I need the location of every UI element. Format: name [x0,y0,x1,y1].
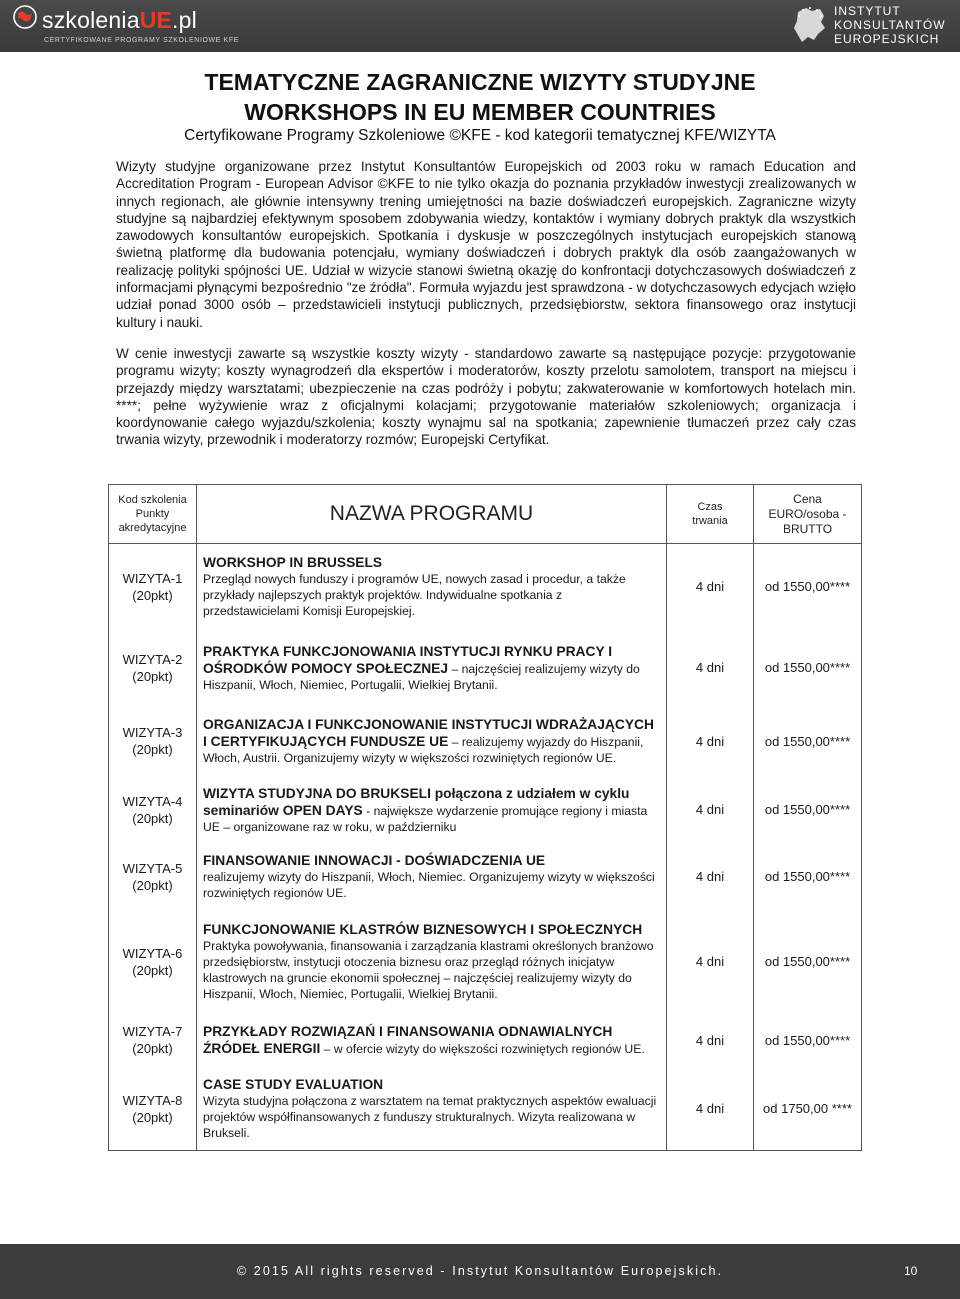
header-price-line1: Cena [793,491,822,506]
row-program-cell [197,544,667,630]
ike-line-2: KONSULTANTÓW [834,18,946,32]
header-duration [667,485,754,544]
ike-line-3: EUROPEJSKICH [834,32,940,46]
price-paragraph: W cenie inwestycji zawarte są wszystkie koszty wizyty - standardowo zawarte są następujące pozycje: przygotowanie programu wizyty; koszty wynagrodzeń dla ekspertów i moderatorów, koszty przelotu samolotem, transport na miejscu i przejazdy między warsztatami; ubezpieczenie na czas podróży i pobytu; zakwaterowanie w komfortowych hotelach min. ****; pełne wyżywienie wraz z oficjalnymi kolacjami; przygotowanie materiałów szkoleniowych; organizacja i koordynowanie całego wyjazdu/szkolenia; koszty wynajmu sal na spotkania; zapewnienie tłumaczeń przez cały czas trwania wizyty, przewodnik i moderatorzy rozmów; Europejski Certyfikat. [116,346,856,448]
ike-line-1: INSTYTUT [834,4,901,18]
row-code-cell [109,630,197,706]
table-row [109,544,862,630]
table-row [109,630,862,706]
row-program-title: WIZYTA STUDYJNA DO BRUKSELI połączona z udziałem w cyklu seminariów OPEN DAYS [203,785,630,818]
szkoleniaue-logo[interactable] [12,4,239,44]
page-title-english: WORKSHOPS IN EU MEMBER COUNTRIES [244,99,716,125]
row-program-cell [197,777,667,843]
row-code: WIZYTA-2 [122,651,183,667]
row-points: (20pkt) [132,742,173,757]
header-code-line3: akredytacyjne [118,522,187,534]
row-price: od 1750,00 **** [754,1068,862,1151]
header-code-line1: Kod szkolenia [118,494,187,506]
row-program-desc: – w ofercie wizyty do większości rozwiniętych regionów UE. [323,1042,645,1056]
row-program-cell [197,911,667,1013]
row-code: WIZYTA-6 [122,945,183,961]
row-days: 4 dni [667,1013,754,1068]
row-points: (20pkt) [132,810,173,826]
header-name-text: NAZWA PROGRAMU [329,502,534,525]
row-price: od 1550,00**** [754,777,862,843]
row-program-cell [197,706,667,777]
logo-accent-text: UE [139,7,173,33]
row-program-desc: – realizujemy wyjazdy do Hiszpanii, Włoch, Austrii. Organizujemy wizyty w większości rozwiniętych regionów UE. [203,735,644,765]
row-price: od 1550,00**** [754,630,862,706]
table-row [109,843,862,911]
globe-icon [12,4,38,36]
row-program-title: FUNKCJONOWANIE KLASTRÓW BIZNESOWYCH I SPOŁECZNYCH [203,922,643,937]
header-price-line3: BRUTTO [782,521,833,536]
row-price: od 1550,00**** [754,544,862,630]
header-bar [0,0,960,52]
row-program-desc: Wizyta studyjna połączona z warsztatem na temat praktycznych aspektów ewaluacji projektów współfinansowanych z funduszy strukturalnych. Wizyta realizowana w Brukseli. [203,1094,657,1141]
row-code-cell [109,706,197,777]
table-header-row [109,485,862,544]
header-price [754,485,862,544]
table-row [109,1013,862,1068]
row-program-title: FINANSOWANIE INNOWACJI - DOŚWIADCZENIA UE [203,853,546,868]
row-program-cell [197,630,667,706]
header-duration-line2: trwania [692,515,728,527]
programs-table [108,484,862,1151]
row-price: od 1550,00**** [754,706,862,777]
row-code-cell [109,1068,197,1151]
row-days: 4 dni [667,911,754,1013]
header-price-line2: EURO/osoba - [768,506,847,521]
row-program-desc: – najczęściej realizujemy wizyty do Hiszpanii, Włoch, Niemiec, Portugalii, Wielkiej Brytanii. [203,661,640,692]
intro-paragraph: Wizyty studyjne organizowane przez Instytut Konsultantów Europejskich od 2003 roku w ramach Education and Accreditation Program - European Advisor ©KFE to nie tylko okazja do poznania przykładów inwestycji zrealizowanych w innych regionach, ale głównie intensywny trening umiejętności na bazie doświadczeń europejskich. Zagraniczne wizyty studyjne są najbardziej efektywnym sposobem zdobywania wiedzy, kontaktów i wymiany dobrych praktyk dla wszystkich zawodowych konsultantów europejskich. Spotkania i dyskusje w poszczególnych instytucjach europejskich stanową świetną platformę dla budowania potencjału, wymiany doświadczeń i dobrych praktyk dla osób zaangażowanych w realizację polityki spójności UE. Udział w wizycie stanowi świetną okazję do konfrontacji dotychczasowych doświadczeń z informacjami płynącymi bezpośrednio "ze źródła". Formuła wyjazdu jest sprawdzona - w dotychczasowych edycjach wzięło udział ponad 3000 osób – przedstawicieli instytucji publicznych, przedsiębiorstw, sektora finansowego oraz instytucji kultury i nauki. [116,159,856,330]
table-row [109,911,862,1013]
row-program-desc: - największe wydarzenie promujące regiony i miasta UE – organizowane raz w roku, w październiku [203,803,648,834]
row-points: (20pkt) [132,1041,173,1056]
row-points: (20pkt) [132,962,173,978]
row-program-cell [197,843,667,911]
row-code: WIZYTA-1 [122,570,183,586]
logo-tagline: CERTYFIKOWANE PROGRAMY SZKOLENIOWE KFE [44,37,239,44]
logo-main-text: szkolenia [42,7,140,33]
row-price: od 1550,00**** [754,843,862,911]
row-code-cell [109,544,197,630]
row-program-desc: Praktyka powoływania, finansowania i zarządzania klastrami określonych branżowo przedsiębiorstw, instytucji otoczenia biznesu oraz przegląd różnych inicjatyw klastrowych na gruncie ekonomii społecznej – najczęściej realizujemy wizyty do Hiszpanii, Włoch, Niemiec, Portugalii, Wielkiej Brytanii. [203,939,654,1001]
table-row [109,706,862,777]
header-code [109,485,197,544]
row-days: 4 dni [667,706,754,777]
row-program-desc: Przegląd nowych funduszy i programów UE, nowych zasad i procedur, a także przykłady najlepszych praktyk projektów. Indywidualne spotkania z przedstawicielami Komisji Europejskiej. [203,572,626,619]
row-days: 4 dni [667,777,754,843]
row-code-cell [109,843,197,911]
eu-map-icon [790,4,830,51]
row-days: 4 dni [667,544,754,630]
row-price: od 1550,00**** [754,911,862,1013]
row-code-cell [109,911,197,1013]
table-row [109,777,862,843]
header-duration-line1: Czas [697,501,723,513]
row-code-cell [109,777,197,843]
row-program-cell [197,1068,667,1151]
footer-bar [0,1244,960,1299]
row-program-title: PRZYKŁADY ROZWIĄZAŃ I FINANSOWANIA ODNAWIALNYCH ŹRÓDEŁ ENERGII [203,1024,613,1056]
row-program-desc: realizujemy wizyty do Hiszpanii, Włoch, Niemiec. Organizujemy wizyty w większości rozwiniętych regionów UE. [203,870,655,900]
row-program-title: PRAKTYKA FUNKCJONOWANIA INSTYTUCJI RYNKU PRACY I OŚRODKÓW POMOCY SPOŁECZNEJ [203,643,613,676]
page-subtitle: Certyfikowane Programy Szkoleniowe ©KFE - kod kategorii tematycznej KFE/WIZYTA [184,127,776,144]
ike-logo-text [834,4,946,46]
logo-wordmark [12,4,239,36]
row-price: od 1550,00**** [754,1013,862,1068]
ike-logo[interactable] [790,4,946,51]
page-title: TEMATYCZNE ZAGRANICZNE WIZYTY STUDYJNE [204,69,756,95]
row-code: WIZYTA-8 [122,1092,183,1108]
row-code-cell [109,1013,197,1068]
header-code-line2: Punkty [135,508,170,520]
logo-suffix-text: .pl [172,7,197,33]
row-program-title: WORKSHOP IN BRUSSELS [203,555,383,571]
row-program-title: ORGANIZACJA I FUNKCJONOWANIE INSTYTUCJI WDRAŻAJĄCYCH I CERTYFIKUJĄCYCH FUNDUSZE UE [203,717,654,749]
row-points: (20pkt) [132,587,173,603]
table-row [109,1068,862,1151]
row-program-title: CASE STUDY EVALUATION [203,1077,384,1093]
row-code: WIZYTA-7 [122,1024,183,1039]
row-points: (20pkt) [132,877,173,893]
row-program-cell [197,1013,667,1068]
footer-copyright: © 2015 All rights reserved - Instytut Konsultantów Europejskich. [236,1264,724,1278]
row-days: 4 dni [667,843,754,911]
row-points: (20pkt) [132,1109,173,1125]
row-days: 4 dni [667,1068,754,1151]
row-code: WIZYTA-3 [122,725,183,740]
row-days: 4 dni [667,630,754,706]
row-code: WIZYTA-4 [122,793,183,809]
page-number: 10 [904,1264,918,1278]
header-name [197,485,667,544]
row-code: WIZYTA-5 [122,860,183,876]
row-points: (20pkt) [132,668,173,684]
